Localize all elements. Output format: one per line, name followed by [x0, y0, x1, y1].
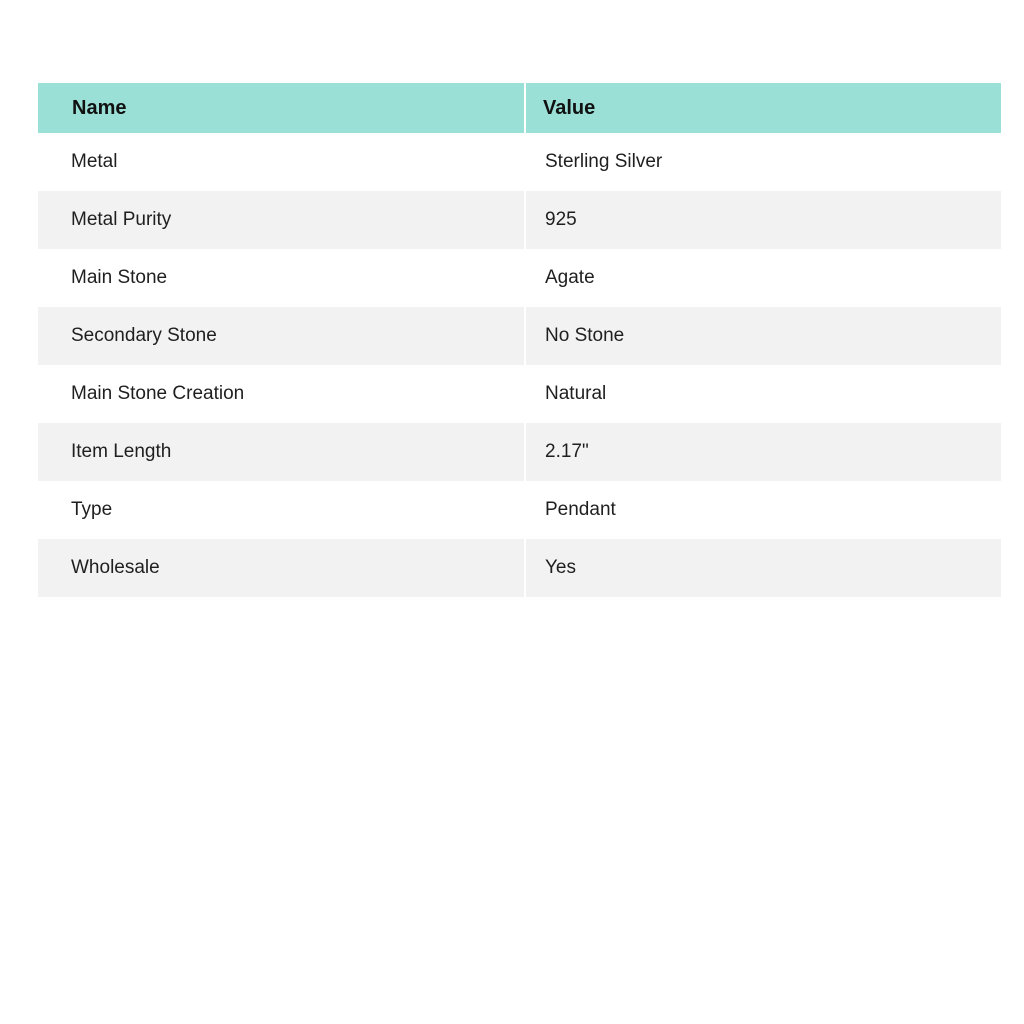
table-row: [38, 307, 1001, 365]
row-name-cell: Metal: [38, 133, 524, 191]
row-value-cell: Agate: [524, 249, 1001, 307]
table-row: [38, 365, 1001, 423]
header-cell-name: Name: [38, 83, 524, 133]
row-value-cell: Sterling Silver: [524, 133, 1001, 191]
table-body: [38, 133, 1001, 597]
row-value-cell: 2.17": [524, 423, 1001, 481]
row-name-cell: Type: [38, 481, 524, 539]
row-name-cell: Metal Purity: [38, 191, 524, 249]
row-value-cell: 925: [524, 191, 1001, 249]
table-row: [38, 539, 1001, 597]
table-row: [38, 481, 1001, 539]
table-header-row: [38, 83, 1001, 133]
row-name-cell: Item Length: [38, 423, 524, 481]
row-value-cell: No Stone: [524, 307, 1001, 365]
row-value-cell: Yes: [524, 539, 1001, 597]
table-row: [38, 423, 1001, 481]
table-row: [38, 191, 1001, 249]
row-name-cell: Main Stone Creation: [38, 365, 524, 423]
table-row: [38, 133, 1001, 191]
row-value-cell: Natural: [524, 365, 1001, 423]
item-specifics-table: [38, 83, 1001, 597]
header-cell-value: Value: [524, 83, 1001, 133]
table-row: [38, 249, 1001, 307]
row-name-cell: Secondary Stone: [38, 307, 524, 365]
row-name-cell: Wholesale: [38, 539, 524, 597]
row-value-cell: Pendant: [524, 481, 1001, 539]
row-name-cell: Main Stone: [38, 249, 524, 307]
